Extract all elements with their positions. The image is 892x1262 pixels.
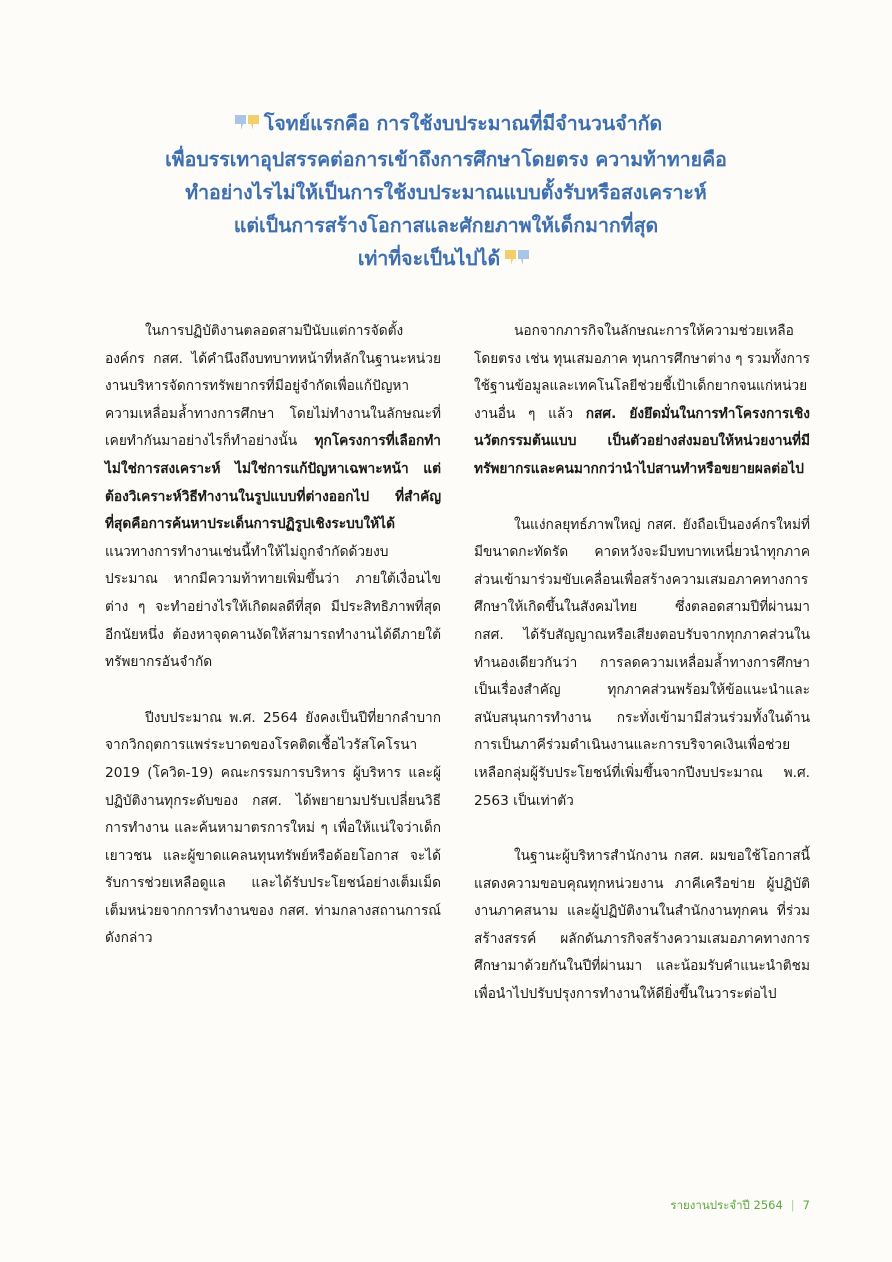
quote-line-1: โจทย์แรกคือ การใช้งบประมาณที่มีจำนวนจำกัด bbox=[90, 107, 802, 143]
open-quote-icon bbox=[234, 110, 260, 143]
quote-line-4: แต่เป็นการสร้างโอกาสและศักยภาพให้เด็กมากที่สุด bbox=[233, 214, 659, 237]
right-column bbox=[474, 318, 810, 1037]
right-paragraph-3: ในฐานะผู้บริหารสำนักงาน กสศ. ผมขอใช้โอกาสนี้แสดงความขอบคุณทุกหน่วยงาน ภาคีเครือข่าย ผู้ปฏิบัติงานภาคสนาม และผู้ปฏิบัติงานในสำนักงานทุกคน ที่ร่วมสร้างสรรค์ ผลักดันภารกิจสร้างความเสมอภาคทางการศึกษามาด้วยกันในปีที่ผ่านมา และน้อมรับคำแนะนำติชม เพื่อนำไปปรับปรุงการทำงานให้ดียิ่งขึ้นในวาระต่อไป bbox=[474, 848, 810, 1003]
quote-line-3: ทำอย่างไรไม่ให้เป็นการใช้งบประมาณแบบตั้งรับหรือสงเคราะห์ bbox=[185, 181, 707, 204]
report-title: รายงานประจำปี 2564 bbox=[670, 1198, 783, 1212]
footer-separator: | bbox=[790, 1198, 795, 1212]
page-footer bbox=[670, 1197, 810, 1215]
left-paragraph-1: ในการปฏิบัติงานตลอดสามปีนับแต่การจัดตั้งองค์กร กสศ. ได้คำนึงถึงบทบาทหน้าที่หลักในฐานะหน่วยงานบริหารจัดการทรัพยากรที่มีอยู่จำกัดเพื่อแก้ปัญหาความเหลื่อมล้ำทางการศึกษา โดยไม่ทำงานในลักษณะที่เคยทำกันมาอย่างไรก็ทำอย่างนั้น ทุกโครงการที่เลือกทำไม่ใช่การสงเคราะห์ ไม่ใช่การแก้ปัญหาเฉพาะหน้า แต่ต้องวิเคราะห์วิธีทำงานในรูปแบบที่ต่างออกไป ที่สำคัญที่สุดคือการค้นหาประเด็นการปฏิรูปเชิงระบบให้ได้ แนวทางการทำงานเช่นนี้ทำให้ไม่ถูกจำกัดด้วยงบประมาณ หากมีความท้าทายเพิ่มขึ้นว่า ภายใต้เงื่อนไขต่าง ๆ จะทำอย่างไรให้เกิดผลดีที่สุด มีประสิทธิภาพที่สุด อีกนัยหนึ่ง ต้องหาจุดคานงัดให้สามารถทำงานได้ดีภายใต้ทรัพยากรอันจำกัด bbox=[105, 323, 441, 671]
page-number: 7 bbox=[802, 1198, 810, 1212]
pull-quote bbox=[90, 107, 802, 278]
quote-line-5: เท่าที่จะเป็นไปได้ bbox=[90, 242, 802, 278]
right-paragraph-2: ในแง่กลยุทธ์ภาพใหญ่ กสศ. ยังถือเป็นองค์กรใหม่ที่มีขนาดกะทัดรัด คาดหวังจะมีบทบาทเหนี่ยวนำทุกภาคส่วนเข้ามาร่วมขับเคลื่อนเพื่อสร้างความเสมอภาคทางการศึกษาให้เกิดขึ้นในสังคมไทย ซึ่งตลอดสามปีที่ผ่านมา กสศ. ได้รับสัญญาณหรือเสียงตอบรับจากทุกภาคส่วนในทำนองเดียวกันว่า การลดความเหลื่อมล้ำทางการศึกษาเป็นเรื่องสำคัญ ทุกภาคส่วนพร้อมให้ข้อแนะนำและสนับสนุนการทำงาน กระทั่งเข้ามามีส่วนร่วมทั้งในด้านการเป็นภาคีร่วมดำเนินงานและการบริจาคเงินเพื่อช่วยเหลือกลุ่มผู้รับประโยชน์ที่เพิ่มขึ้นจากปีงบประมาณ พ.ศ. 2563 เป็นเท่าตัว bbox=[474, 516, 810, 809]
close-quote-icon bbox=[504, 245, 530, 278]
right-paragraph-1: นอกจากภารกิจในลักษณะการให้ความช่วยเหลือโดยตรง เช่น ทุนเสมอภาค ทุนการศึกษาต่าง ๆ รวมทั้งการใช้ฐานข้อมูลและเทคโนโลยีช่วยชี้เป้าเด็กยากจนแก่หน่วยงานอื่น ๆ แล้ว กสศ. ยังยึดมั่นในการทำโครงการเชิงนวัตกรรมต้นแบบ เป็นตัวอย่างส่งมอบให้หน่วยงานที่มีทรัพยากรและคนมากกว่านำไปสานทำหรือขยายผลต่อไป bbox=[474, 323, 810, 477]
quote-line-2: เพื่อบรรเทาอุปสรรคต่อการเข้าถึงการศึกษาโดยตรง ความท้าทายคือ bbox=[165, 148, 727, 171]
left-column bbox=[105, 318, 441, 981]
left-paragraph-2: ปีงบประมาณ พ.ศ. 2564 ยังคงเป็นปีที่ยากลำบากจากวิกฤตการแพร่ระบาดของโรคติดเชื้อไวรัสโคโรนา 2019 (โควิด-19) คณะกรรมการบริหาร ผู้บริหาร และผู้ปฏิบัติงานทุกระดับของ กสศ. ได้พยายามปรับเปลี่ยนวิธีการทำงาน และค้นหามาตรการใหม่ ๆ เพื่อให้แน่ใจว่าเด็ก เยาวชน และผู้ขาดแคลนทุนทรัพย์หรือด้อยโอกาส จะได้รับการช่วยเหลือดูแล และได้รับประโยชน์อย่างเต็มเม็ดเต็มหน่วยจากการทำงานของ กสศ. ท่ามกลางสถานการณ์ดังกล่าว bbox=[105, 709, 441, 947]
